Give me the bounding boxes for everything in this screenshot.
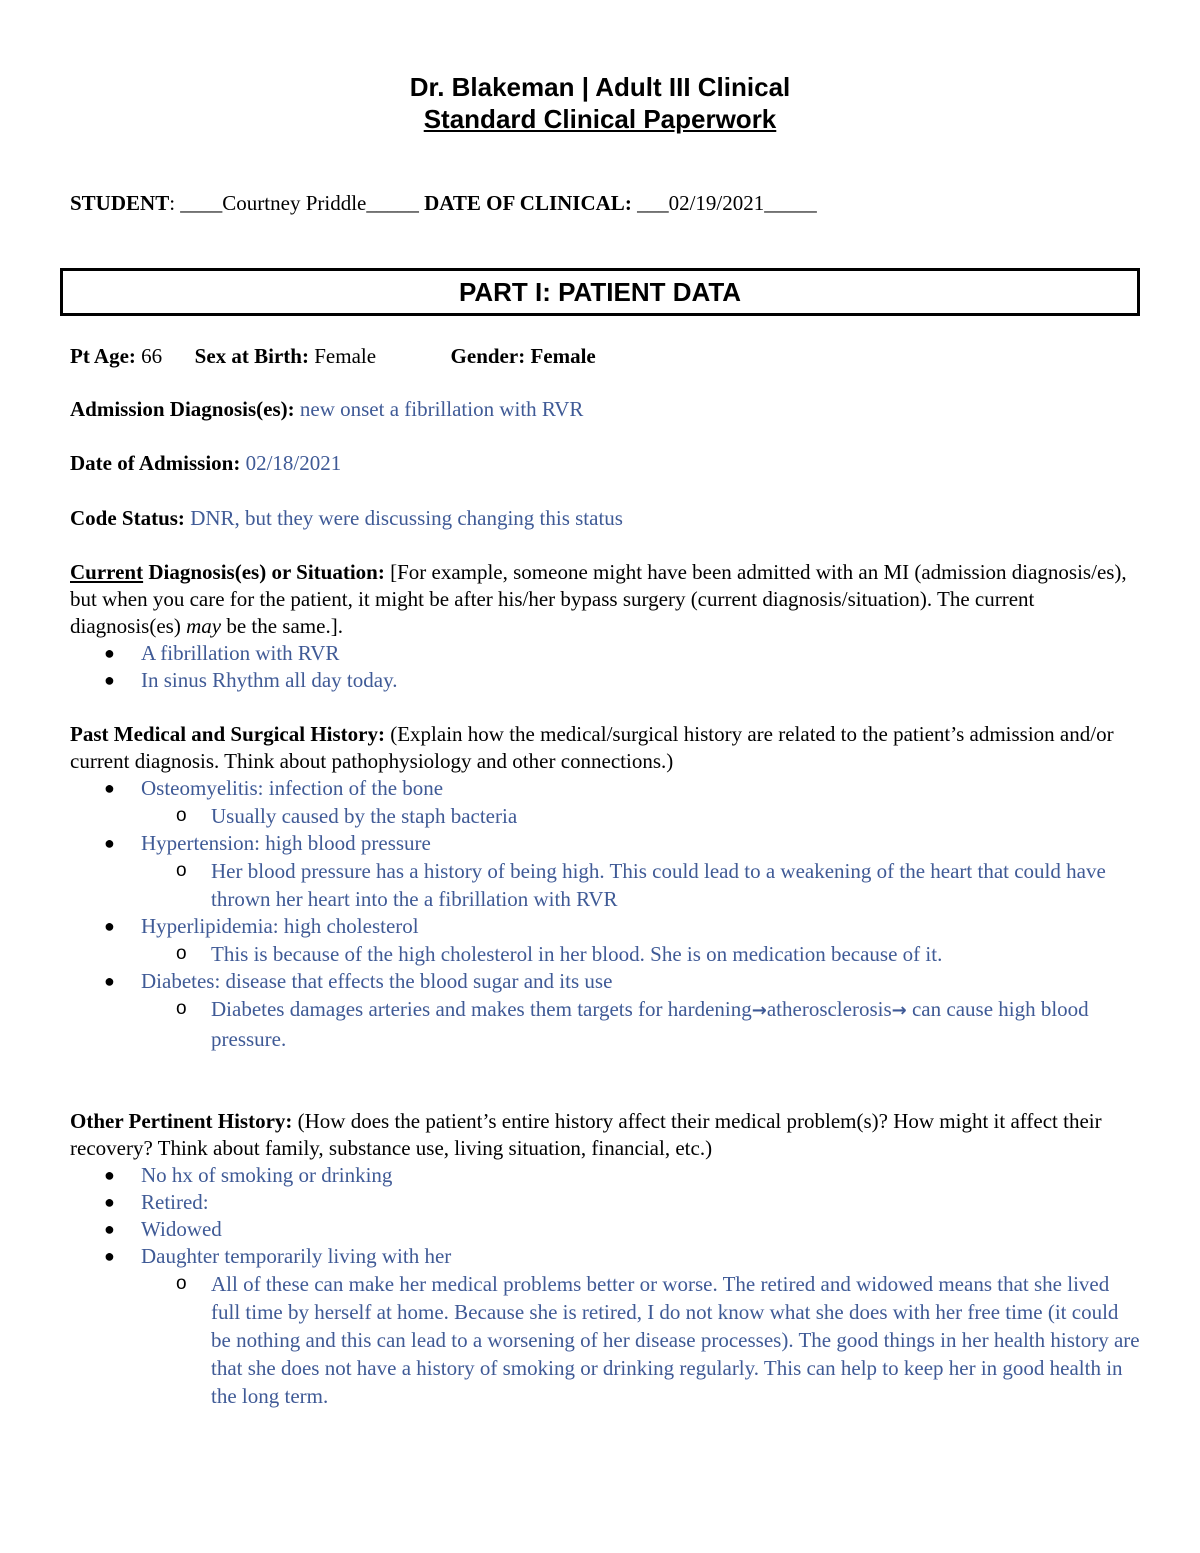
part-header-box — [60, 268, 1140, 316]
bullet-icon: ● — [104, 1246, 115, 1266]
past-history-label: Past Medical and Surgical History: — [70, 722, 385, 746]
other-history-section — [70, 1108, 1140, 1410]
list-item: ● In sinus Rhythm all day today. — [104, 668, 398, 692]
past-history-list — [0, 775, 1140, 1053]
date-value: ___02/19/2021_____ — [637, 191, 817, 215]
current-dx-may: may — [186, 614, 222, 638]
student-colon: : — [169, 191, 181, 215]
list-item: ● Hypertension: high blood pressure o Her blood pressure has a history of being high. This could lead to a weakening of the heart that could have thrown her heart into the a fibrillation with RVR — [70, 830, 1140, 913]
code-status — [70, 505, 1140, 532]
list-item: ● Widowed — [104, 1217, 222, 1241]
other-history-instructions: (How does the patient’s entire history affect their medical problem(s)? How might it affect their recovery? Think about family, substance use, living situation, financial, etc.) — [70, 1109, 1102, 1160]
circle-bullet-icon: o — [176, 1273, 187, 1294]
date-label: DATE OF CLINICAL: — [424, 191, 632, 215]
current-dx-instructions-b: be the same.]. — [221, 614, 343, 638]
current-dx-paragraph — [70, 559, 1140, 640]
bullet-icon: ● — [104, 833, 115, 853]
code-status-label: Code Status: — [70, 506, 185, 530]
admission-dx-label: Admission Diagnosis(es): — [70, 397, 295, 421]
sex-label: Sex at Birth: — [194, 344, 309, 368]
bullet-icon: ● — [104, 778, 115, 798]
bullet-icon: ● — [104, 971, 115, 991]
gender-label: Gender: Female — [450, 344, 596, 368]
past-history-instructions: (Explain how the medical/surgical history are related to the patient’s admission and/or current diagnosis. Think about pathophysiology and other connections.) — [70, 722, 1114, 773]
bullet-icon: ● — [104, 643, 115, 663]
admission-date-label: Date of Admission: — [70, 451, 241, 475]
student-name: ____Courtney Priddle_____ — [180, 191, 419, 215]
past-history-section — [70, 721, 1140, 1053]
circle-bullet-icon: o — [176, 860, 187, 881]
list-item: ● Hyperlipidemia: high cholesterol o This is because of the high cholesterol in her blood. She is on medication because of it. — [70, 913, 1140, 968]
age-label: Pt Age: — [70, 344, 136, 368]
past-history-paragraph — [70, 721, 1140, 775]
sub-list-item: o This is because of the high cholesterol in her blood. She is on medication because of it. — [176, 942, 943, 966]
current-dx-instructions-a: [For example, someone might have been admitted with an MI (admission diagnosis/es), but when you care for the patient, it might be after his/her bypass surgery (current diagnosis/situation). The current diagnosis(es) — [70, 560, 1127, 638]
age-value: 66 — [141, 344, 163, 368]
admission-dx-value: new onset a fibrillation with RVR — [299, 397, 584, 421]
bullet-icon: ● — [104, 1192, 115, 1212]
student-line — [70, 189, 817, 217]
circle-bullet-icon: o — [176, 998, 187, 1019]
list-item: ● No hx of smoking or drinking — [104, 1163, 393, 1187]
current-dx-label: Diagnosis(es) or Situation: — [143, 560, 385, 584]
sub-list-item: o Diabetes damages arteries and makes them targets for hardening→atherosclerosis→ can cause high blood pressure. — [176, 997, 1089, 1051]
bullet-icon: ● — [104, 1219, 115, 1239]
sex-value: Female — [314, 344, 377, 368]
other-history-paragraph — [70, 1108, 1140, 1162]
sub-list-item: o All of these can make her medical problems better or worse. The retired and widowed means that she lived full time by herself at home. Because she is retired, I do not know what she does with her free time (it could be nothing and this can lead to a worsening of her disease processes). The good things in her health history are that she does not have a history of smoking or drinking regularly. This can help to keep her in good health in the long term. — [176, 1272, 1140, 1408]
header-subtitle: Standard Clinical Paperwork — [423, 104, 777, 134]
admission-date — [70, 450, 1140, 477]
arrow-right-icon: → — [751, 1000, 767, 1021]
admission-date-value: 02/18/2021 — [245, 451, 342, 475]
list-item: ● A fibrillation with RVR — [104, 641, 340, 665]
arrow-right-icon: → — [891, 1000, 907, 1021]
circle-bullet-icon: o — [176, 805, 187, 826]
header-title: Dr. Blakeman | Adult III Clinical — [409, 72, 791, 102]
bullet-icon: ● — [104, 1165, 115, 1185]
current-diagnosis-section — [70, 559, 1140, 694]
bullet-icon: ● — [104, 670, 115, 690]
code-status-value: DNR, but they were discussing changing this status — [190, 506, 623, 530]
sub-list-item: o Usually caused by the staph bacteria — [176, 804, 518, 828]
circle-bullet-icon: o — [176, 943, 187, 964]
current-dx-label-current: Current — [70, 560, 144, 584]
list-item: ● Retired: — [104, 1190, 209, 1214]
sub-list-item: o Her blood pressure has a history of being high. This could lead to a weakening of the heart that could have thrown her heart into the a fibrillation with RVR — [176, 859, 1106, 911]
other-history-list — [0, 1162, 1140, 1410]
admission-diagnosis — [70, 396, 1140, 423]
list-item: ● Diabetes: disease that effects the blood sugar and its use o Diabetes damages arteries and makes them targets for hardening→atherosclerosis→ can cause high blood pressure. — [70, 968, 1140, 1053]
list-item: ● Daughter temporarily living with her o All of these can make her medical problems better or worse. The retired and widowed means that she lived full time by herself at home. Because she is retired, I do not know what she does with her free time (it could be nothing and this can lead to a worsening of her disease processes). The good things in her health history are that she does not have a history of smoking or drinking regularly. This can help to keep her in good health in the long term. — [70, 1243, 1140, 1410]
student-label: STUDENT — [70, 191, 170, 215]
list-item: ● Osteomyelitis: infection of the bone o Usually caused by the staph bacteria — [70, 775, 1140, 830]
part-title: PART I: PATIENT DATA — [458, 276, 742, 307]
demographics-line — [70, 343, 1140, 370]
bullet-icon: ● — [104, 916, 115, 936]
current-dx-list — [0, 640, 1140, 694]
other-history-label: Other Pertinent History: — [70, 1109, 293, 1133]
